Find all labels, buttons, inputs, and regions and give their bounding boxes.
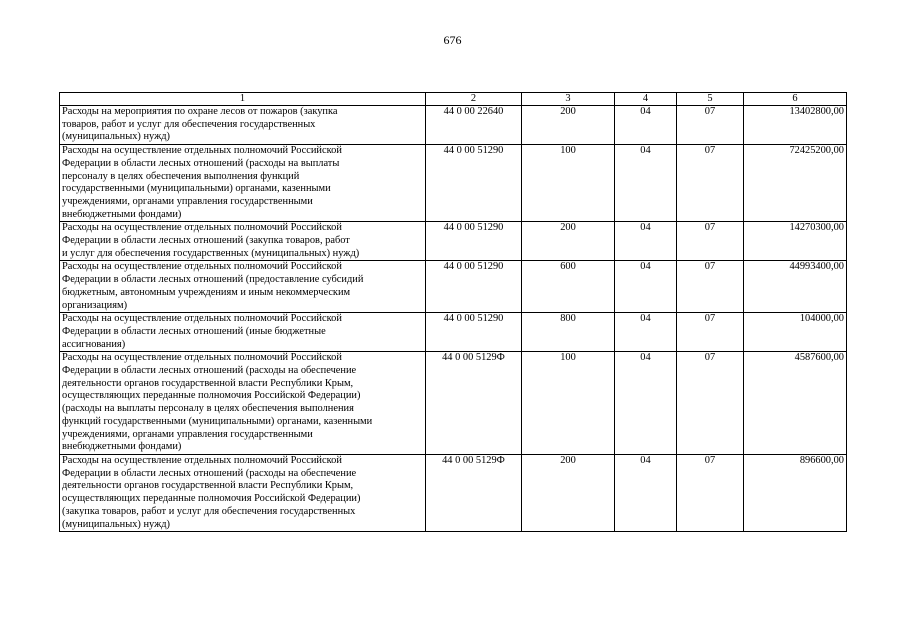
target-article-cell: 44 0 00 51290 <box>426 313 522 352</box>
table-row <box>60 313 847 352</box>
section-cell: 04 <box>615 352 677 455</box>
expense-name-line: организациям) <box>62 299 128 311</box>
amount-cell: 13402800,00 <box>744 106 847 145</box>
subsection-cell: 07 <box>677 313 744 352</box>
amount-cell: 72425200,00 <box>744 145 847 222</box>
expense-name-line: и услуг для обеспечения государственных (муниципальных) нужд) <box>62 247 360 259</box>
header-col-5: 5 <box>677 93 744 106</box>
expense-name-line: Федерации в области лесных отношений (иные бюджетные <box>62 325 326 337</box>
amount-cell: 896600,00 <box>744 454 847 531</box>
subsection-cell: 07 <box>677 106 744 145</box>
section-cell: 04 <box>615 106 677 145</box>
expense-name-cell <box>60 313 426 352</box>
table-row <box>60 106 847 145</box>
expense-name-line: Федерации в области лесных отношений (предоставление субсидий <box>62 274 364 286</box>
table-row <box>60 454 847 531</box>
section-cell: 04 <box>615 313 677 352</box>
table-row <box>60 222 847 261</box>
table-row <box>60 145 847 222</box>
expense-name-line: Федерации в области лесных отношений (расходы на обеспечение <box>62 467 357 479</box>
expense-name-line: ассигнования) <box>62 338 126 350</box>
expense-name-line: персоналу в целях обеспечения выполнения функций <box>62 170 300 182</box>
expense-name-line: Расходы на осуществление отдельных полномочий Российской <box>62 352 342 364</box>
expense-name-line: Федерации в области лесных отношений (расходы на выплаты <box>62 157 340 169</box>
expense-name-line: (муниципальных) нужд) <box>62 131 171 143</box>
expense-name-line: товаров, работ и услуг для обеспечения государственных <box>62 118 316 130</box>
target-article-cell: 44 0 00 22640 <box>426 106 522 145</box>
amount-cell: 44993400,00 <box>744 261 847 313</box>
header-col-6: 6 <box>744 93 847 106</box>
expense-name-line: Расходы на осуществление отдельных полномочий Российской <box>62 222 342 234</box>
expense-type-cell: 600 <box>522 261 615 313</box>
expense-type-cell: 200 <box>522 222 615 261</box>
subsection-cell: 07 <box>677 352 744 455</box>
expense-name-cell <box>60 454 426 531</box>
expense-name-line: Расходы на осуществление отдельных полномочий Российской <box>62 145 342 157</box>
expense-name-line: Расходы на осуществление отдельных полномочий Российской <box>62 261 342 273</box>
expense-name-cell <box>60 222 426 261</box>
expense-name-line: (закупка товаров, работ и услуг для обеспечения государственных <box>62 505 356 517</box>
amount-cell: 104000,00 <box>744 313 847 352</box>
table-body <box>60 106 847 532</box>
target-article-cell: 44 0 00 5129Ф <box>426 352 522 455</box>
section-cell: 04 <box>615 222 677 261</box>
expense-name-line: осуществляющих переданные полномочия Российской Федерации) <box>62 390 361 402</box>
expense-name-cell <box>60 106 426 145</box>
header-col-3: 3 <box>522 93 615 106</box>
expense-name-line: деятельности органов государственной власти Республики Крым, <box>62 377 354 389</box>
expense-name-line: государственными (муниципальными) органами, казенными <box>62 183 331 195</box>
expense-name-line: внебюджетными фондами) <box>62 208 182 220</box>
expense-type-cell: 200 <box>522 454 615 531</box>
expense-name-line: Федерации в области лесных отношений (закупка товаров, работ <box>62 235 350 247</box>
table-row <box>60 261 847 313</box>
subsection-cell: 07 <box>677 222 744 261</box>
expense-name-cell <box>60 145 426 222</box>
expense-name-line: Федерации в области лесных отношений (расходы на обеспечение <box>62 365 357 377</box>
expense-name-line: (расходы на выплаты персоналу в целях обеспечения выполнения <box>62 403 354 415</box>
expense-name-line: деятельности органов государственной власти Республики Крым, <box>62 480 354 492</box>
subsection-cell: 07 <box>677 454 744 531</box>
amount-cell: 14270300,00 <box>744 222 847 261</box>
expense-type-cell: 200 <box>522 106 615 145</box>
section-cell: 04 <box>615 261 677 313</box>
budget-table <box>59 92 847 532</box>
expense-name-line: внебюджетными фондами) <box>62 441 182 453</box>
expense-type-cell: 100 <box>522 352 615 455</box>
amount-cell: 4587600,00 <box>744 352 847 455</box>
header-col-2: 2 <box>426 93 522 106</box>
target-article-cell: 44 0 00 51290 <box>426 261 522 313</box>
subsection-cell: 07 <box>677 261 744 313</box>
subsection-cell: 07 <box>677 145 744 222</box>
section-cell: 04 <box>615 454 677 531</box>
table-row <box>60 352 847 455</box>
expense-name-line: учреждениями, органами управления государственными <box>62 195 313 207</box>
expense-name-line: Расходы на осуществление отдельных полномочий Российской <box>62 313 342 325</box>
expense-name-cell <box>60 261 426 313</box>
expense-name-cell <box>60 352 426 455</box>
expense-name-line: Расходы на мероприятия по охране лесов от пожаров (закупка <box>62 106 338 117</box>
expense-name-line: учреждениями, органами управления государственными <box>62 428 313 440</box>
expense-name-line: Расходы на осуществление отдельных полномочий Российской <box>62 454 342 466</box>
page-number: 676 <box>443 33 462 47</box>
header-col-4: 4 <box>615 93 677 106</box>
expense-name-line: функций государственными (муниципальными) органами, казенными <box>62 415 373 427</box>
target-article-cell: 44 0 00 51290 <box>426 222 522 261</box>
expense-name-line: осуществляющих переданные полномочия Российской Федерации) <box>62 493 361 505</box>
header-col-1: 1 <box>60 93 426 106</box>
header-row <box>60 93 847 106</box>
expense-type-cell: 100 <box>522 145 615 222</box>
expense-name-line: (муниципальных) нужд) <box>62 518 171 530</box>
section-cell: 04 <box>615 145 677 222</box>
expense-name-line: бюджетным, автономным учреждениям и иным некоммерческим <box>62 286 351 298</box>
target-article-cell: 44 0 00 5129Ф <box>426 454 522 531</box>
target-article-cell: 44 0 00 51290 <box>426 145 522 222</box>
expense-type-cell: 800 <box>522 313 615 352</box>
